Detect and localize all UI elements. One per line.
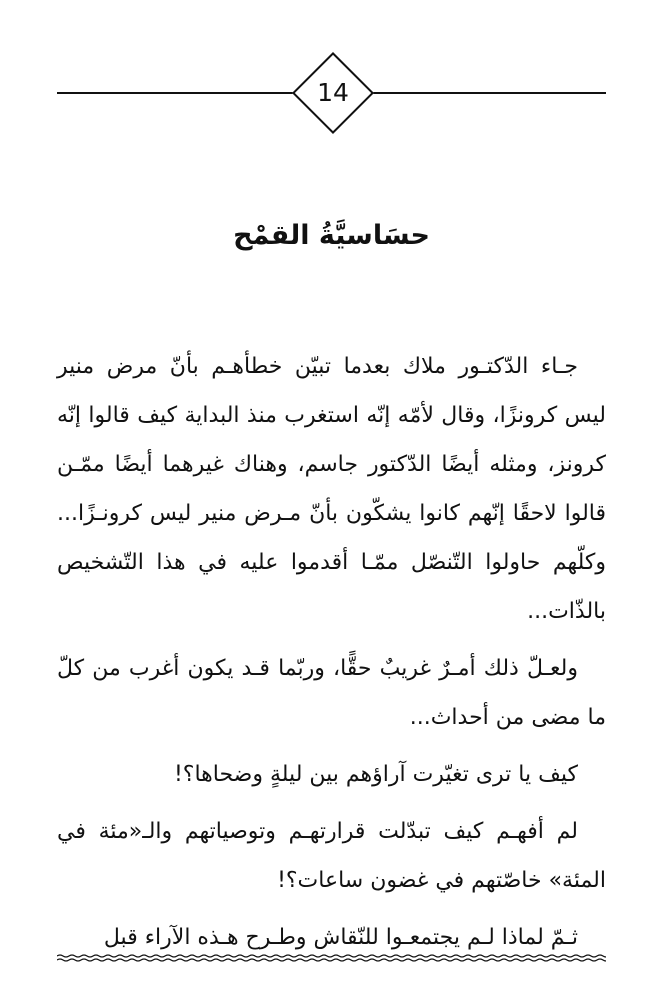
footer-wave-divider <box>57 952 606 964</box>
paragraph: جـاء الدّكتـور ملاك بعدما تبيّن خطأهـم بأنّ مرض منير ليس كرونزًا، وقال لأمّه إنّه استغرب منذ البداية كيف قالوا إنّه كرونز، ومثله أيضًا الدّكتور جاسم، وهناك غيرهما أيضًا ممّـن قالوا لاحقًا إنّهم كانوا يشكّون بأنّ مـرض منير ليس كرونـزًا... وكلّهم حاولوا التّنصّل ممّـا أقدموا عليه في هذا التّشخيص بالذّات... <box>57 354 606 624</box>
body-text <box>57 342 606 970</box>
chapter-title: حسَاسيَّةُ القمْح <box>233 220 430 252</box>
paragraph: ثـمّ لماذا لـم يجتمعـوا للنّقاش وطـرح هـذه الآراء قبل <box>103 925 578 950</box>
paragraph: كيف يا ترى تغيّرت آراؤهم بين ليلةٍ وضحاها؟! <box>173 762 578 787</box>
paragraph: ولعـلّ ذلك أمـرٌ غريبٌ حقًّا، وربّما قـد يكون أغرب من كلّ ما مضى من أحداث... <box>57 656 606 730</box>
page-number: 14 <box>317 78 349 107</box>
paragraph: لم أفهـم كيف تبدّلت قرارتهـم وتوصياتهم والـ«مئة في المئة» خاصّتهم في غضون ساعات؟! <box>57 819 606 893</box>
